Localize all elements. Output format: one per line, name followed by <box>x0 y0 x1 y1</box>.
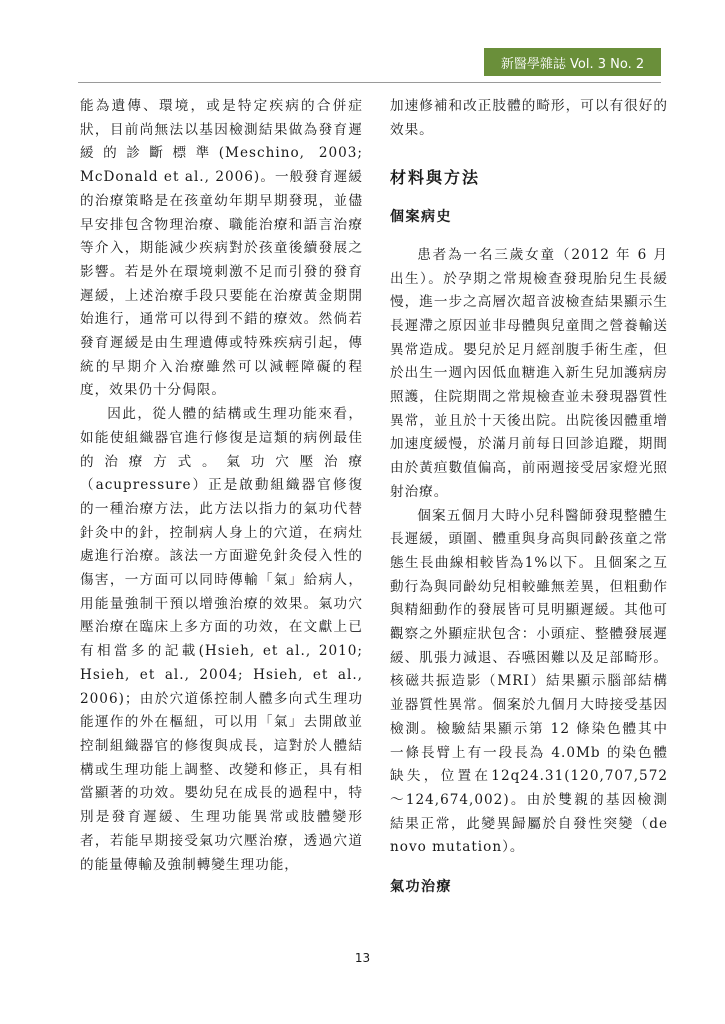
section-heading-methods: 材料與方法 <box>390 168 481 188</box>
case-history-paragraph-2: 個案五個月大時小兒科醫師發現整體生長遲緩，頭圍、體重與身高與同齡孩童之常態生長曲線相較皆為1%以下。且個案之互動行為與同齡幼兒相較雖無差異，但粗動作與精細動作的發展皆可見明顯遲緩。其他可觀察之外顯症狀包含：小頭症、整體發展遲緩、肌張力減退、吞嚥困難以及足部畸形。核磁共振造影（MRI）結果顯示腦部結構並器質性異常。個案於九個月大時接受基因檢測。檢驗結果顯示第 12 條染色體其中一條長臂上有一段長為 4.0Mb 的染色體缺失，位置在12q24.31(120,707,572～124,674,002)。由於雙親的基因檢測結果正常，此變異歸屬於自發性突變（de novo mutation）。 <box>390 507 668 856</box>
subheading-case-history: 個案病史 <box>390 209 452 226</box>
continuation-paragraph: 加速修補和改正肢體的畸形，可以有很好的效果。 <box>390 98 668 138</box>
left-column <box>80 95 363 877</box>
page-number: 13 <box>354 951 371 965</box>
journal-title: 新醫學雜誌 Vol. 3 No. 2 <box>500 56 645 72</box>
acupressure-paragraph: 因此，從人體的結構或生理功能來看，如能使組織器官進行修復是這類的病例最佳的治療方式。氣功穴壓治療（acupressure）正是啟動組織器官修復的一種治療方法，此方法以指力的氣功代替針灸中的針，控制病人身上的穴道，在病灶處進行治療。該法一方面避免針灸侵入性的傷害，一方面可以同時傳輸「氣」給病人，用能量強制干預以增強治療的效果。氣功穴壓治療在臨床上多方面的功效，在文獻上已有相當多的記載(Hsieh, et al., 2010; Hsieh, et al., 2004; Hsieh, et al., 2006)；由於穴道係控制人體多向式生理功能運作的外在樞紐，可以用「氣」去開啟並控制組織器官的修復與成長，這對於人體結構或生理功能上調整、改變和修正，具有相當顯著的功效。嬰幼兒在成長的過程中，特別是發育遲緩、生理功能異常或肢體變形者，若能早期接受氣功穴壓治療，透過穴道的能量傳輸及強制轉變生理功能， <box>80 406 363 873</box>
case-history-paragraph-1: 患者為一名三歲女童（2012 年 6 月出生）。於孕期之常規檢查發現胎兒生長緩慢，進一步之高層次超音波檢查結果顯示生長遲滯之原因並非母體與兒童間之營養輸送異常造成。嬰兒於足月經剖腹手術生產，但於出生一週內因低血糖進入新生兒加護病房照護，住院期間之常規檢查並未發現器質性異常，並且於十天後出院。出院後因體重增加速度緩慢，於滿月前每日回診追蹤，期間由於黃疸數值偏高，前兩週接受居家燈光照射治療。 <box>390 246 668 500</box>
subheading-qigong-therapy: 氣功治療 <box>390 879 452 896</box>
intro-paragraph-continued: 能為遺傳、環境，或是特定疾病的合併症狀，目前尚無法以基因檢測結果做為發育遲緩的診斷標準(Meschino, 2003; McDonald et al., 2006)。一般發育遲緩的治療策略是在孩童幼年期早期發現，並儘早安排包含物理治療、職能治療和語言治療等介入，期能減少疾病對於孩童後續發展之影響。若是外在環境刺激不足而引發的發育遲緩，上述治療手段只要能在治療黃金期開始進行，通常可以得到不錯的療效。然倘若發育遲緩是由生理遺傳或特殊疾病引起，傳統的早期介入治療雖然可以減輕障礙的程度，效果仍十分侷限。 <box>80 98 363 399</box>
journal-header-badge <box>484 48 661 76</box>
header-divider <box>78 82 661 83</box>
right-column <box>390 95 668 900</box>
